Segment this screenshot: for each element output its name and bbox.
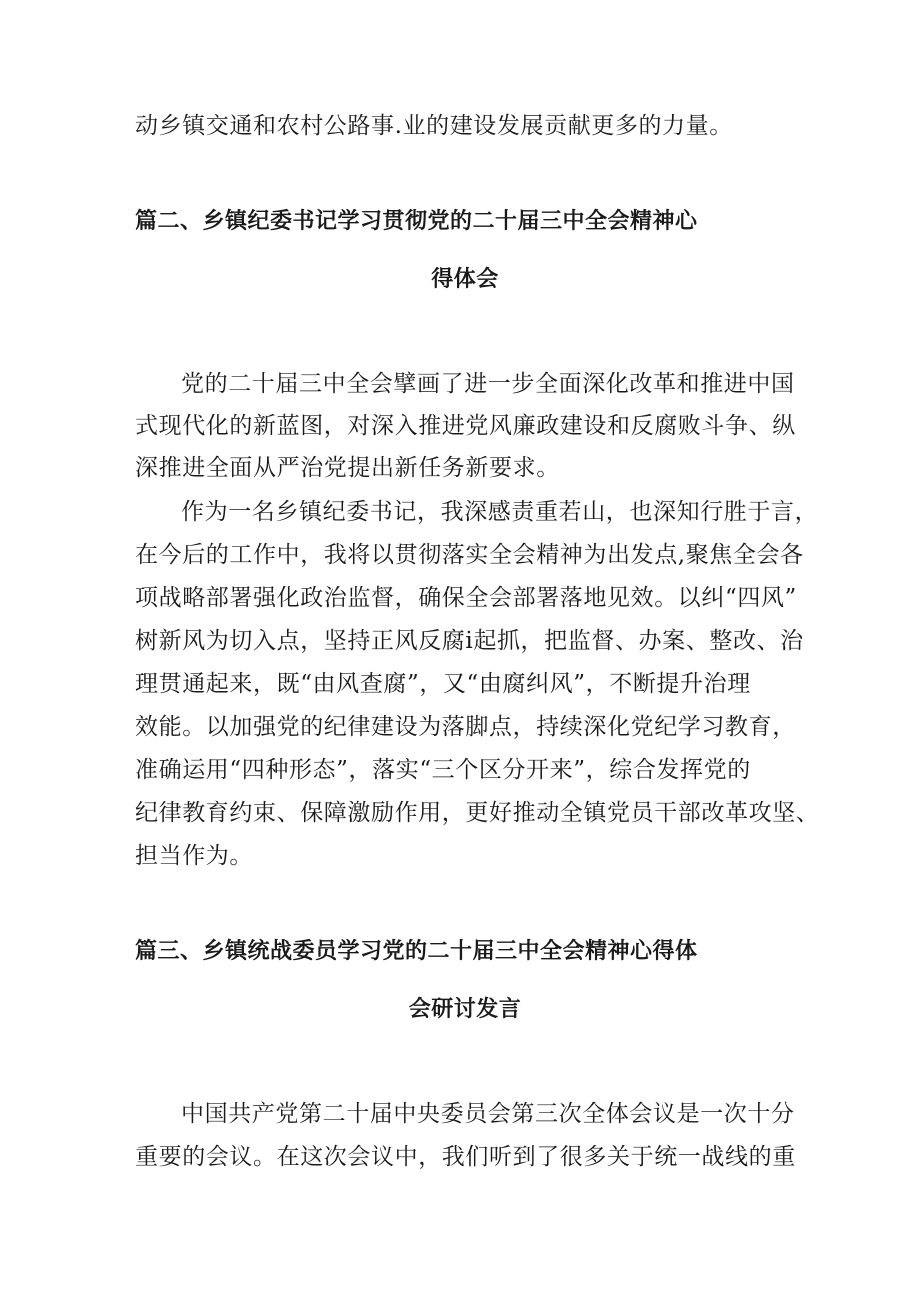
section2-para1-line-3: 深推进全面从严治党提出新任务新要求。: [135, 455, 560, 481]
section2-title-line-1: 篇二、乡镇纪委书记学习贯彻党的二十届三中全会精神心: [135, 209, 698, 234]
section3-para1-line-2: 重要的会议。在这次会议中，我们听到了很多关于统一战线的重: [135, 1144, 796, 1170]
section2-para2-line-8: 纪律教育约束、保障激励作用，更好推动全镇党员干部改革攻坚、: [135, 800, 820, 826]
section3-para1-line-1: 中国共产党第二十届中央委员会第三次全体会议是一次十分: [181, 1101, 795, 1127]
section2-para2-line-9: 担当作为。: [135, 843, 253, 869]
section2-para2-line-5: 理贯通起来，既“由风查腐”，又“由腐纠风”，不断提升治理: [135, 671, 751, 697]
section2-para2-line-6: 效能。以加强党的纪律建设为落脚点，持续深化党纪学习教育，: [135, 714, 796, 740]
section2-para2-line-3: 项战略部署强化政治监督，确保全会部署落地见效。以纠“四风”: [135, 585, 797, 611]
section3-title-line-2: 会研讨发言: [408, 997, 522, 1022]
section2-para1-line-1: 党的二十届三中全会擘画了进一步全面深化改革和推进中国: [181, 371, 795, 397]
section2-para1-line-2: 式现代化的新蓝图，对深入推进党风廉政建设和反腐败斗争、纵: [135, 413, 796, 439]
section2-para2-line-2: 在今后的工作中，我将以贯彻落实全会精神为出发点,聚焦全会各: [135, 542, 804, 568]
intro-line-1: 动乡镇交通和农村公路事.业的建设发展贡献更多的力量。: [135, 113, 733, 139]
section2-para2-line-4: 树新风为切入点，坚持正风反腐i起抓，把监督、办案、整改、治: [135, 628, 804, 654]
section2-title-line-2: 得体会: [431, 267, 499, 292]
section3-title-line-1: 篇三、乡镇统战委员学习党的二十届三中全会精神心得体: [135, 939, 698, 964]
section2-para2-line-7: 准确运用“四种形态”，落实“三个区分开来”，综合发挥党的: [135, 757, 751, 783]
section2-para2-line-1: 作为一名乡镇纪委书记，我深感责重若山，也深知行胜于言，: [181, 499, 819, 525]
